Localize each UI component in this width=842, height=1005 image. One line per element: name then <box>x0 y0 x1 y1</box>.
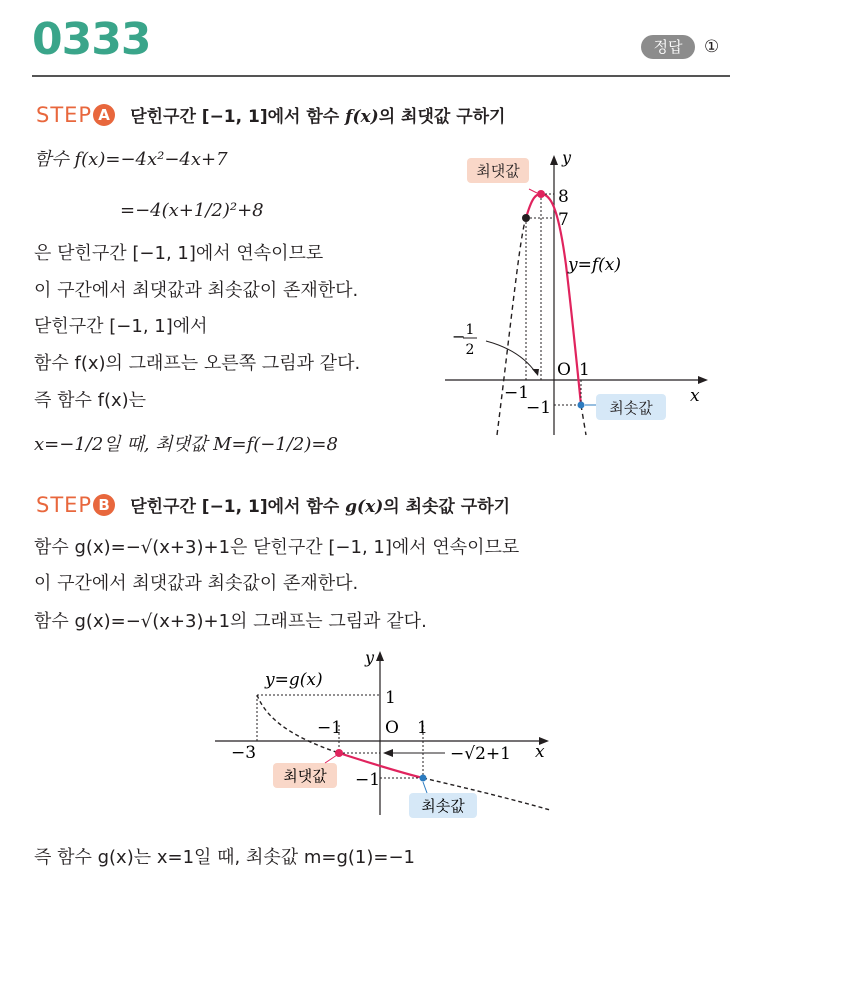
step-b-final: 즉 함수 g(x)는 x=1일 때, 최솟값 m=g(1)=−1 <box>34 847 416 868</box>
step-b-heading <box>36 492 510 517</box>
problem-number: 0333 <box>32 14 151 65</box>
step-a-title-func: f(x) <box>345 107 379 127</box>
max-point <box>537 190 545 198</box>
vertex-x-pointer <box>486 341 536 373</box>
x-axis-label: x <box>535 742 545 762</box>
header-divider <box>32 75 730 77</box>
tick-7: 7 <box>558 210 569 230</box>
y-axis-arrow <box>376 651 384 661</box>
point-7 <box>522 214 530 222</box>
curve-f-label: y=f(x) <box>568 255 621 275</box>
step-a-title-post: 의 최댓값 구하기 <box>378 107 506 127</box>
tick-x-neg1: −1 <box>317 718 343 738</box>
tick-y-1: 1 <box>385 688 396 708</box>
min-label: 최솟값 <box>421 797 465 815</box>
curve-f-dashed-right <box>581 405 586 435</box>
step-a-line2: =−4(x+1/2)²+8 <box>120 200 264 221</box>
y-axis-label: y <box>365 648 375 667</box>
step-a-line6: 함수 f(x)의 그래프는 오른쪽 그림과 같다. <box>34 353 361 374</box>
min-label: 최솟값 <box>609 399 653 417</box>
step-b-line3: 함수 g(x)=−√(x+3)+1의 그래프는 그림과 같다. <box>34 611 427 632</box>
tick-8: 8 <box>558 187 569 207</box>
tick-x-neg1: −1 <box>504 383 530 403</box>
y-axis-label: y <box>562 148 572 167</box>
step-b-title-func: g(x) <box>345 497 384 517</box>
max-leader <box>529 189 537 193</box>
step-b-letter: B <box>93 494 115 516</box>
min-point <box>578 402 585 409</box>
tick-x-1: 1 <box>417 718 428 738</box>
step-a-heading <box>36 102 505 127</box>
tick-y-neg1: −1 <box>526 398 552 418</box>
step-a-line4: 이 구간에서 최댓값과 최솟값이 존재한다. <box>34 280 359 301</box>
tick-x-1: 1 <box>579 360 590 380</box>
step-a-line8: x=−1/2일 때, 최댓값 M=f(−1/2)=8 <box>34 434 338 455</box>
step-a-line7: 즉 함수 f(x)는 <box>34 390 147 411</box>
step-a-word: STEP <box>36 103 93 127</box>
x-axis-arrow <box>698 376 708 384</box>
step-a-line5: 닫힌구간 [−1, 1]에서 <box>34 316 208 337</box>
tick-x-neg3: −3 <box>231 743 257 763</box>
max-label: 최댓값 <box>476 162 520 180</box>
step-a-letter: A <box>93 104 115 126</box>
step-b-title-post: 의 최솟값 구하기 <box>383 497 511 517</box>
step-b-line1: 함수 g(x)=−√(x+3)+1은 닫힌구간 [−1, 1]에서 연속이므로 <box>34 537 520 558</box>
graph-f <box>440 145 740 445</box>
origin-label: O <box>557 360 571 380</box>
annot-label: −√2+1 <box>450 744 511 764</box>
max-leader <box>325 755 337 763</box>
min-point <box>420 775 427 782</box>
step-b-word: STEP <box>36 493 93 517</box>
vertex-x-num: 1 <box>465 322 475 338</box>
step-b-line2: 이 구간에서 최댓값과 최솟값이 존재한다. <box>34 573 359 594</box>
min-leader <box>423 782 427 793</box>
y-axis-arrow <box>550 155 558 165</box>
vertex-x-pointer-head <box>532 369 539 376</box>
curve-g-label: y=g(x) <box>265 670 323 690</box>
vertex-x-den: 2 <box>465 342 475 358</box>
vertex-x-sign: − <box>452 327 466 346</box>
max-label: 최댓값 <box>283 767 327 785</box>
answer-badge: 정답 <box>641 35 695 59</box>
annot-arrow-head <box>383 749 393 757</box>
graph-g <box>205 645 565 825</box>
step-a-line1: 함수 f(x)=−4x²−4x+7 <box>34 149 228 170</box>
step-b-title-pre: 닫힌구간 [−1, 1]에서 함수 <box>130 497 346 517</box>
x-axis-label: x <box>690 386 700 406</box>
step-a-title-pre: 닫힌구간 [−1, 1]에서 함수 <box>130 107 346 127</box>
origin-label: O <box>385 718 399 738</box>
step-a-line3: 은 닫힌구간 [−1, 1]에서 연속이므로 <box>34 243 324 264</box>
answer-value: ① <box>704 37 720 57</box>
curve-g <box>339 753 423 778</box>
tick-y-neg1: −1 <box>355 770 381 790</box>
